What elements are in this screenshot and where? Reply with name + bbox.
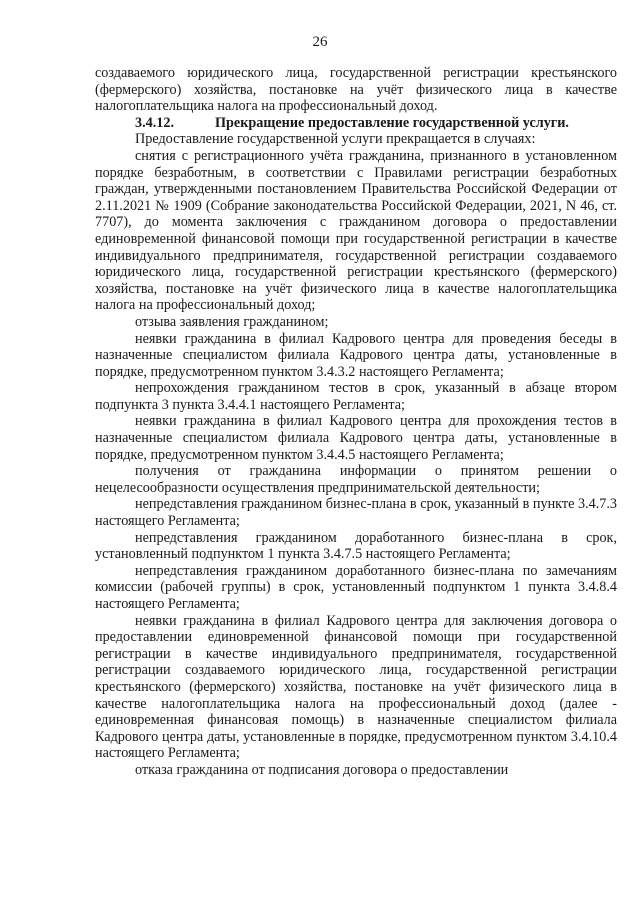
document-body <box>95 65 617 779</box>
section-title: Прекращение предоставление государственной услуги. <box>215 114 569 131</box>
paragraph-continuation: создаваемого юридического лица, государственной регистрации крестьянского (фермерского) хозяйства, постановке на учёт физического лица в качестве налогоплательщика налога на профессиональный доход. <box>95 65 617 115</box>
paragraph: отказа гражданина от подписания договора о предоставлении <box>135 761 509 778</box>
section-heading <box>95 115 617 132</box>
page-number: 26 <box>312 34 328 50</box>
paragraph: непрохождения гражданином тестов в срок, указанный в абзаце втором подпункта 3 пункта 3.4.4.1 настоящего Регламента; <box>95 380 617 413</box>
section-number: 3.4.12. <box>135 114 175 131</box>
paragraph: непредставления гражданином доработанного бизнес-плана в срок, установленный подпунктом 1 пункта 3.4.7.5 настоящего Регламента; <box>95 529 617 563</box>
paragraph: неявки гражданина в филиал Кадрового центра для прохождения тестов в назначенные специалистом филиала Кадрового центра даты, установленные в порядке, предусмотренном пунктом 3.4.4.5 настоящего Регламента; <box>95 413 617 463</box>
paragraph: снятия с регистрационного учёта гражданина, признанного в установленном порядке безработным, в соответствии с Правилами регистрации безработных граждан, утвержденными постановлением Правительства Российской Федерации от 2.11.2021 № 1909 (Собрание законодательства Российской Федерации, 2021, N 46, ст. 7707), до момента заключения с гражданином договора о предоставлении единовременной финансовой помощи при государственной регистрации в качестве индивидуального предпринимателя, государственной регистрации создаваемого юридического лица, государственной регистрации крестьянского (фермерского) хозяйства, постановке на учёт физического лица в качестве налогоплательщика налога на профессиональный доход; <box>95 147 617 314</box>
paragraph: получения от гражданина информации о принятом решении о нецелесообразности осуществления предпринимательской деятельности; <box>95 463 617 496</box>
paragraph: отзыва заявления гражданином; <box>135 313 329 330</box>
paragraph: неявки гражданина в филиал Кадрового центра для заключения договора о предоставлении единовременной финансовой помощи при государственной регистрации в качестве индивидуального предпринимателя, государственной регистрации создаваемого юридического лица, государственной регистрации крестьянского (фермерского) хозяйства, постановке на учёт физического лица в качестве налогоплательщика налога на профессиональный доход (далее - единовременная финансовая помощь) в назначенные специалистом филиала Кадрового центра даты, установленные в порядке, предусмотренном пунктом 3.4.10.4 настоящего Регламента; <box>95 612 617 762</box>
paragraph: Предоставление государственной услуги прекращается в случаях: <box>135 131 536 148</box>
paragraph: непредставления гражданином бизнес-плана в срок, указанный в пункте 3.4.7.3 настоящего Регламента; <box>95 496 617 530</box>
paragraph: непредставления гражданином доработанного бизнес-плана по замечаниям комиссии (рабочей группы) в срок, установленный подпунктом 1 пункта 3.4.8.4 настоящего Регламента; <box>95 562 617 612</box>
paragraph: неявки гражданина в филиал Кадрового центра для проведения беседы в назначенные специалистом филиала Кадрового центра даты, установленные в порядке, предусмотренном пунктом 3.4.3.2 настоящего Регламента; <box>95 330 617 380</box>
